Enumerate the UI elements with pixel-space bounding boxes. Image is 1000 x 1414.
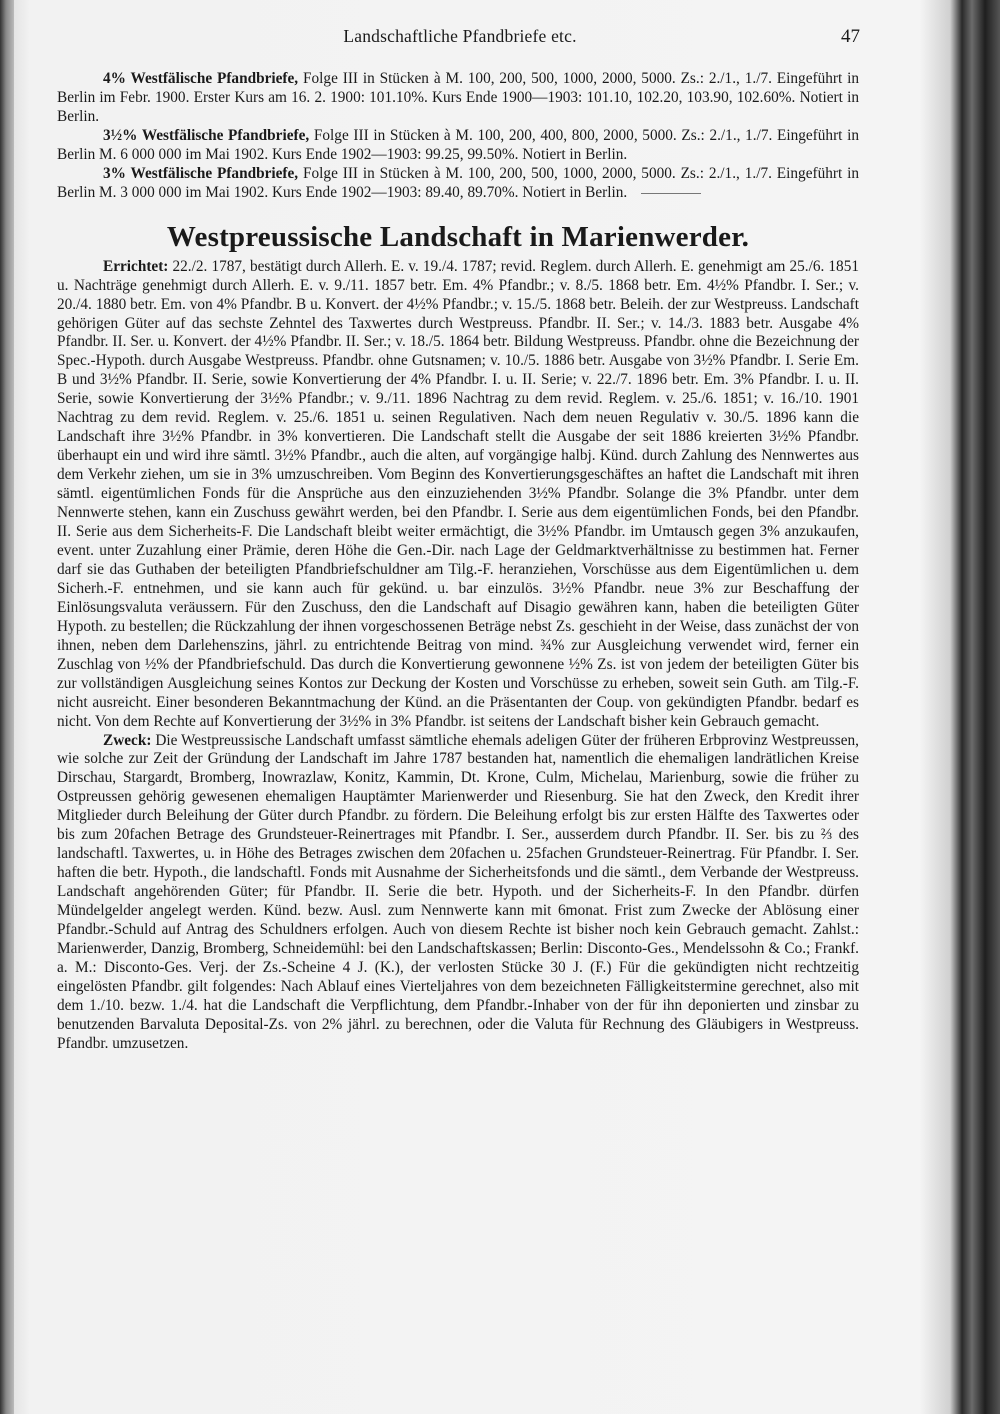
entry-text: Folge III in Stücken à M. 100, 200, 500, 1000, 2000, 5000. Zs.: 2./1., 1./7. Eingeführt in Berlin M. 3 000 000 im Mai 1902. Kurs Ende 1902—1903: 89.40, 89.70%. Notiert in Berlin.	[57, 164, 859, 201]
errichtet-text: 22./2. 1787, bestätigt durch Allerh. E. v. 19./4. 1787; revid. Reglem. durch Allerh. E. genehmigt am 25./6. 1851 u. Nachträge genehmigt durch Allerh. E. v. 9./11. 1857 betr. Em. 4% Pfandbr.; v. 8./5. 1868 betr. Em. 4½% Pfandbr. I. Ser.; v. 20./4. 1880 betr. Em. von 4% Pfandbr. B u. Konvert. der 4½% Pfandbr.; v. 15./5. 1868 betr. Beleih. der zur Westpreuss. Landschaft gehörigen Güter auf das sechste Zehntel des Taxwertes durch Westpreuss. Pfandbr. II. Ser.; v. 14./3. 1883 betr. Ausgabe 4% Pfandbr. II. Ser. u. Konvert. der 4½% Pfandbr. II. Ser.; v. 18./5. 1864 betr. Bildung Westpreuss. Pfandbr. ohne die Bezeichnung der Spec.-Hypoth. durch Ausgabe Westpreuss. Pfandbr. ohne Gutsnamen; v. 10./5. 1886 betr. Ausgabe von 3½% Pfandbr. I. Serie Em. B und 3½% Pfandbr. II. Serie, sowie Konvertierung der 4% Pfandbr. I. u. II. Serie; v. 22./7. 1896 betr. Em. 3% Pfandbr. I. u. II. Serie, sowie Konvertierung der 3½% Pfandbr.; v. 9./11. 1896 Nachtrag zu dem revid. Reglem. v. 25./6. 1851; v. 16./10. 1901 Nachtrag zu dem revid. Reglem. v. 25./6. 1851 u. seinen Regulativen. Nach dem neuen Regulativ v. 30./5. 1896 kann die Landschaft ihre 3½% Pfandbr. in 3% konvertieren. Die Landschaft stellt die Ausgabe der seit 1886 kreierten 3½% Pfandbr. überhaupt ein und wird ihre sämtl. 3½% Pfandbr., auch die alten, auf vorgängige halbj. Künd. durch Zahlung des Nennwertes aus dem Verkehr ziehen, um sie in 3% umzuschreiben. Vom Beginn des Konvertierungsgeschäftes an haftet die Landschaft mit ihren sämtl. eigentümlichen Fonds für die Ansprüche aus den einzuziehenden 3½% Pfandbr. Solange die 3% Pfandbr. unter dem Nennwerte stehen, kann ein Zuschuss gewährt werden, bei den Pfandbr. I. Serie aus dem eigentümlichen Fonds, bei den Pfandbr. II. Serie aus dem Sicherheits-F. Die Landschaft bleibt weiter ermächtigt, die 3½% Pfandbr. im Umtausch gegen 3% anzukaufen, event. unter Zuzahlung einer Prämie, deren Höhe die Gen.-Dir. nach Lage der Geldmarktverhältnisse zu bestimmen hat. Ferner darf sie das Guthaben der beteiligten Pfandbriefschuldner am Tilg.-F. heranziehen, Vorschüsse aus dem Eigentümlichen u. dem Sicherh.-F. entnehmen, und sie kann auch für gekünd. u. bar einzulös. 3½% Pfandbr. neue 3% zur Beschaffung der Einlösungsvaluta veräussern. Für den Zuschuss, den die Landschaft auf Disagio gewähren kann, haben die beteiligten Güter Hypoth. zu bestellen; die Rückzahlung der ihnen vorgeschossenen Beträge nebst Zs. geschieht in der Weise, dass zunächst der von ihnen, neben dem Darlehenszins, jährl. zu entrichtende Beitrag von mind. ¾% zur Ausgleichung verwendet wird, ferner ein Zuschlag von ½% der Pfandbriefschuld. Das durch die Konvertierung gewonnene ½% Zs. ist von jedem der beteiligten Güter bis zur vollständigen Ausgleichung seines Kontos zur Deckung der Kosten und Vorschüsse zu erheben, soweit sein Guth. am Tilg.-F. nicht ausreicht. Einer besonderen Bekanntmachung der Künd. an die Präsentanten der Coup. von gekündigten Pfandbr. bedarf es nicht. Von dem Rechte auf Konvertierung der 3½% in 3% Pfandbr. ist seitens der Landschaft bisher kein Gebrauch gemacht.	[57, 257, 859, 730]
errichtet-label: Errichtet:	[103, 257, 169, 275]
entry-text: Folge III in Stücken à M. 100, 200, 500, 1000, 2000, 5000. Zs.: 2./1., 1./7. Eingeführt in Berlin im Febr. 1900. Erster Kurs am 16. 2. 1900: 101.10%. Kurs Ende 1900—1903: 101.10, 102.20, 103.90, 102.60%. Notiert in Berlin.	[57, 70, 859, 125]
page-edge-shadow	[0, 0, 14, 1414]
paragraph-errichtet	[57, 258, 859, 732]
section-title: Westpreussische Landschaft in Marienwerder.	[166, 220, 750, 253]
zweck-label: Zweck:	[103, 731, 152, 749]
paragraph-zweck	[57, 732, 859, 1054]
page-header	[60, 26, 860, 52]
rule-stub	[641, 193, 701, 194]
entry-westf-3-5	[57, 127, 859, 165]
page-number: 47	[841, 26, 860, 47]
entry-text: Folge III in Stücken à M. 100, 200, 400, 800, 2000, 5000. Zs.: 2./1., 1./7. Eingeführt in Berlin M. 6 000 000 im Mai 1902. Kurs Ende 1902—1903: 99.25, 99.50%. Notiert in Berlin.	[57, 126, 859, 163]
entry-westf-4	[57, 70, 859, 127]
entry-heading: 4% Westfälische Pfandbriefe,	[103, 70, 299, 87]
page-body	[57, 70, 859, 1054]
entry-heading: 3% Westfälische Pfandbriefe,	[103, 164, 299, 182]
zweck-text: Die Westpreussische Landschaft umfasst sämtliche ehemals adeligen Güter der früheren Erbprovinz Westpreussen, wie solche zur Zeit der Gründung der Landschaft im Jahre 1787 bestanden hat, namentlich die ehemaligen landrätlichen Kreise Dirschau, Stargardt, Bromberg, Inowrazlaw, Konitz, Kammin, Dt. Krone, Culm, Michelau, Marienburg, sowie die früher zu Ostpreussen gehörig gewesenen ehemaligen Hauptämter Marienwerder und Riesenburg. Sie hat den Zweck, den Kredit ihrer Mitglieder durch Beleihung der Güter durch Pfandbr. zu fördern. Die Beleihung erfolgt bis zur ersten Hälfte des Taxwertes oder bis zum 20fachen Betrage des Grundsteuer-Reinertrages mit Pfandbr. I. Ser., ausserdem durch Pfandbr. II. Ser. bis zu ⅔ des landschaftl. Taxwertes, u. in Höhe des Betrages zwischen dem 20fachen u. 25fachen Grundsteuer-Reinertrag. Für Pfandbr. I. Ser. haften die betr. Hypoth., die landschaftl. Fonds mit Ausnahme der Sicherheitsfonds und die sämtl., dem Verbande der Westpreuss. Landschaft angehörenden Güter; für Pfandbr. II. Serie die betr. Hypoth. und der Sicherheits-F. In den Pfandbr. dürfen Mündelgelder angelegt werden. Künd. bezw. Ausl. zum Nennwerte kann mit 6monat. Frist zum Zwecke der Ablösung einer Pfandbr.-Schuld auf Antrag des Schuldners erfolgen. Auch von diesem Rechte ist bisher noch kein Gebrauch gemacht. Zahlst.: Marienwerder, Danzig, Bromberg, Schneidemühl: bei den Landschaftskassen; Berlin: Disconto-Ges., Mendelssohn & Co.; Frankf. a. M.: Disconto-Ges. Verj. der Zs.-Scheine 4 J. (K.), der verlosten Stücke 30 J. (F.) Für die gekündigten nicht rechtzeitig eingelösten Pfandbr. gilt folgendes: Nach Ablauf eines Vierteljahres von dem bezeichneten Fälligkeitstermine gerechnet, also mit dem 1./10. bezw. 1./4. hat die Landschaft die Verpflichtung, dem Pfandbr.-Inhaber von der für ihn deponierten und zinsbar zu benutzenden Barvaluta Deposital-Zs. von 2% jährl. zu berechnen, oder die Valuta für Rechnung des Gläubigers in Westpreuss. Pfandbr. umzusetzen.	[57, 731, 859, 1052]
entry-heading: 3½% Westfälische Pfandbriefe,	[103, 126, 310, 144]
entry-westf-3	[57, 165, 859, 203]
running-head: Landschaftliche Pfandbriefe etc.	[343, 26, 577, 46]
